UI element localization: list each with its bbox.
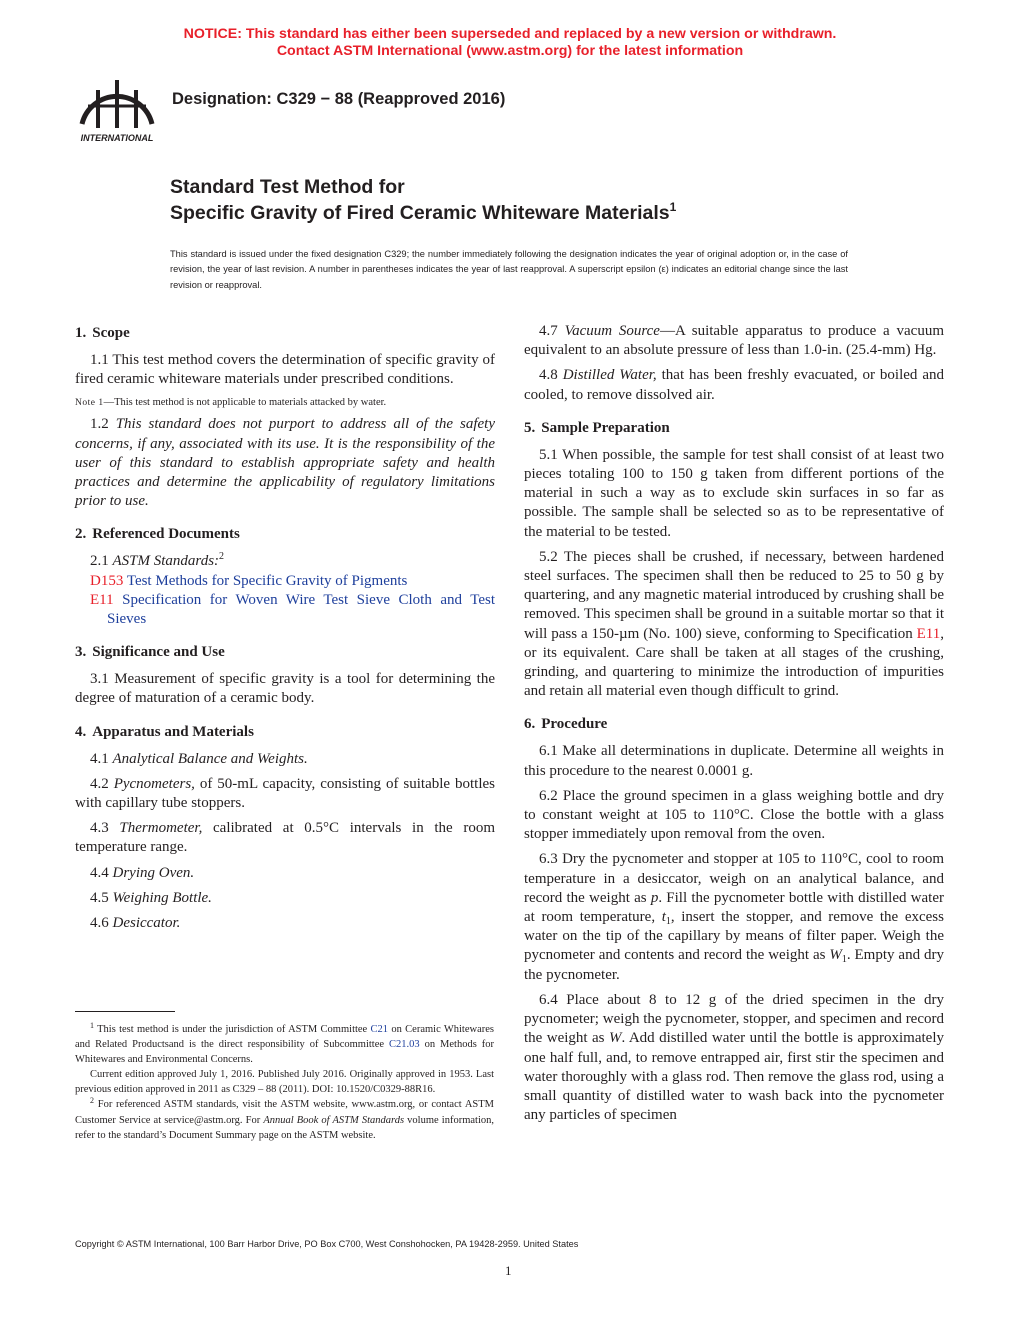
paragraph-5-2: 5.2 The pieces shall be crushed, if necessary, between hardened steel surfaces. The specimen shall then be reduced to 25 to 50 g by quartering, and any magnetic material introduced by crushing shall be removed. This specimen shall be ground in a suitable mortar so that it will pass a 150-µm (No. 100) sieve, conforming to Specification E11, or its equivalent. Care shall be taken at all stages of the crushing, grinding, and quartering to minimize the introduction of impurities and retain all material even though difficult to grind. [524, 548, 944, 700]
paragraph-1-1: 1.1 This test method covers the determination of specific gravity of fired ceramic whiteware materials under prescribed conditions. [75, 352, 495, 388]
section-sample-preparation [524, 417, 944, 702]
paragraph-6-4: 6.4 Place about 8 to 12 g of the dried specimen in the dry pycnometer; weigh the pycnometer, stopper, and specimen and record the weight as W. Add distilled water until the bottle is approximately one half full, and, to remove entrapped air, first stir the specimen and water thoroughly with a glass rod. Then remove the glass rod, using a small quantity of distilled water to wash back into the pycnometer any particles of specimen [524, 991, 944, 1124]
section-procedure [524, 713, 944, 1125]
section-heading: 4. Apparatus and Materials [75, 723, 254, 740]
title-line-1: Standard Test Method for [170, 176, 405, 198]
paragraph-4-6: 4.6 Desiccator. [90, 915, 181, 932]
designation: Designation: C329 − 88 (Reapproved 2016) [172, 90, 506, 108]
paragraph-4-7: 4.7 Vacuum Source—A suitable apparatus to produce a vacuum equivalent to an absolute pressure of less than 1.0-in. (25.4-mm) Hg. [524, 323, 944, 359]
section-heading: 3. Significance and Use [75, 644, 225, 661]
intro-paragraph: This standard is issued under the fixed designation C329; the number immediately following the designation indicates the year of original adoption or, in the case of revision, the year of last revision. A number in parentheses indicates the year of last reapproval. A superscript epsilon (ε) indicates an editorial change since the last revision or reapproval. [170, 249, 848, 290]
section-referenced-documents [75, 523, 495, 629]
title-footnote-mark: 1 [669, 200, 677, 214]
paragraph-2-1: 2.1 ASTM Standards:$^2$ [90, 551, 225, 570]
paragraph-4-2: 4.2 Pycnometers, of 50-mL capacity, consisting of suitable bottles with capillary tube stoppers. [75, 775, 495, 812]
section-scope [75, 322, 495, 511]
section-significance [75, 641, 495, 708]
paragraph-6-2: 6.2 Place the ground specimen in a glass weighing bottle and dry to constant weight at 105 to 110°C. Close the bottle with a glass stopper immediately upon removal from the oven. [524, 787, 944, 843]
paragraph-4-3: 4.3 Thermometer, calibrated at 0.5°C intervals in the room temperature range. [75, 820, 496, 856]
title-line-2: Specific Gravity of Fired Ceramic Whiteware Materials$^1$ [170, 200, 677, 224]
footnote-rule [75, 1011, 175, 1012]
footnote-1: $^1$ This test method is under the jurisdiction of ASTM Committee C21 on Ceramic Whitewares and Related Productsand is the direct responsibility of Subcommittee C21.03 on Methods for Whitewares and Environmental Concerns. [75, 1021, 494, 1066]
page-number: 1 [505, 1263, 512, 1278]
paragraph-5-1: 5.1 When possible, the sample for test shall consist of at least two pieces totaling 100 to 150 g taken from different portions of the material in such a way as to exclude skin surfaces in so far as possible. The sample shall be selected so as to be representative of the material to be tested. [524, 446, 944, 540]
logo-text: INTERNATIONAL [80, 133, 154, 143]
right-column [524, 322, 944, 1137]
paragraph-3-1: 3.1 Measurement of specific gravity is a tool for determining the degree of maturation of a ceramic body. [75, 671, 495, 707]
note-1: Note 1—This test method is not applicable to materials attacked by water. [75, 397, 387, 409]
reference-d153[interactable]: D153 Test Methods for Specific Gravity of Pigments [90, 572, 408, 589]
notice-line-2: Contact ASTM International (www.astm.org) for the latest information [276, 43, 744, 59]
paragraph-4-5: 4.5 Weighing Bottle. [90, 889, 212, 906]
footnote-1-edition: Current edition approved July 1, 2016. Published July 2016. Originally approved in 1953. Last previous edition approved in 2011 as C329 – 88 (2011). DOI: 10.1520/C0329-88R16. [75, 1069, 494, 1096]
footnotes [75, 1022, 494, 1143]
link-c21-03[interactable]: C21.03 [389, 1039, 420, 1051]
footnote-2: $^2$ For referenced ASTM standards, visit the ASTM website, www.astm.org, or contact ASTM Customer Service at service@astm.org. For Annual Book of ASTM Standards volume information, refer to the standard’s Document Summary page on the ASTM website. [75, 1096, 494, 1141]
section-apparatus-cont [524, 322, 944, 405]
paragraph-6-1: 6.1 Make all determinations in duplicate. Determine all weights in this procedure to the nearest 0.0001 g. [524, 743, 944, 779]
supersede-notice [0, 26, 1020, 60]
section-heading: 2. Referenced Documents [75, 526, 240, 543]
paragraph-6-3: 6.3 Dry the pycnometer and stopper at 105 to 110°C, cool to room temperature in a desiccator, weigh on an analytical balance, and record the weight as p. Fill the pycnometer bottle with distilled water at room temperature, $t_1$, insert the stopper, and remove the excess water on the tip of the capillary by means of filter paper. Weigh the pycnometer and contents and record the weight as $W_1$. Empty and dry the pycnometer. [524, 851, 944, 983]
notice-line-1: NOTICE: This standard has either been superseded and replaced by a new version or withdrawn. [183, 26, 837, 42]
section-heading: 1. Scope [75, 325, 130, 341]
section-heading: 5. Sample Preparation [524, 419, 670, 436]
paragraph-4-8: 4.8 Distilled Water, that has been freshly evacuated, or boiled and cooled, to remove dissolved air. [524, 367, 945, 403]
link-e11[interactable]: E11 [916, 625, 941, 642]
copyright: Copyright © ASTM International, 100 Barr Harbor Drive, PO Box C700, West Conshohocken, PA 19428-2959. United States [75, 1239, 579, 1249]
astm-logo [74, 76, 160, 144]
document-title [170, 174, 930, 226]
link-c21[interactable]: C21 [370, 1024, 389, 1035]
section-heading: 6. Procedure [524, 716, 608, 733]
left-column [75, 322, 495, 945]
section-apparatus [75, 721, 495, 934]
reference-e11[interactable]: E11 Specification for Woven Wire Test Sieve Cloth and Test Sieves [90, 591, 495, 628]
paragraph-1-2: 1.2 This standard does not purport to address all of the safety concerns, if any, associated with its use. It is the responsibility of the user of this standard to establish appropriate safety and health practices and determine the applicability of regulatory limitations prior to use. [75, 416, 496, 510]
paragraph-4-1: 4.1 Analytical Balance and Weights. [90, 750, 308, 767]
paragraph-4-4: 4.4 Drying Oven. [90, 864, 195, 881]
